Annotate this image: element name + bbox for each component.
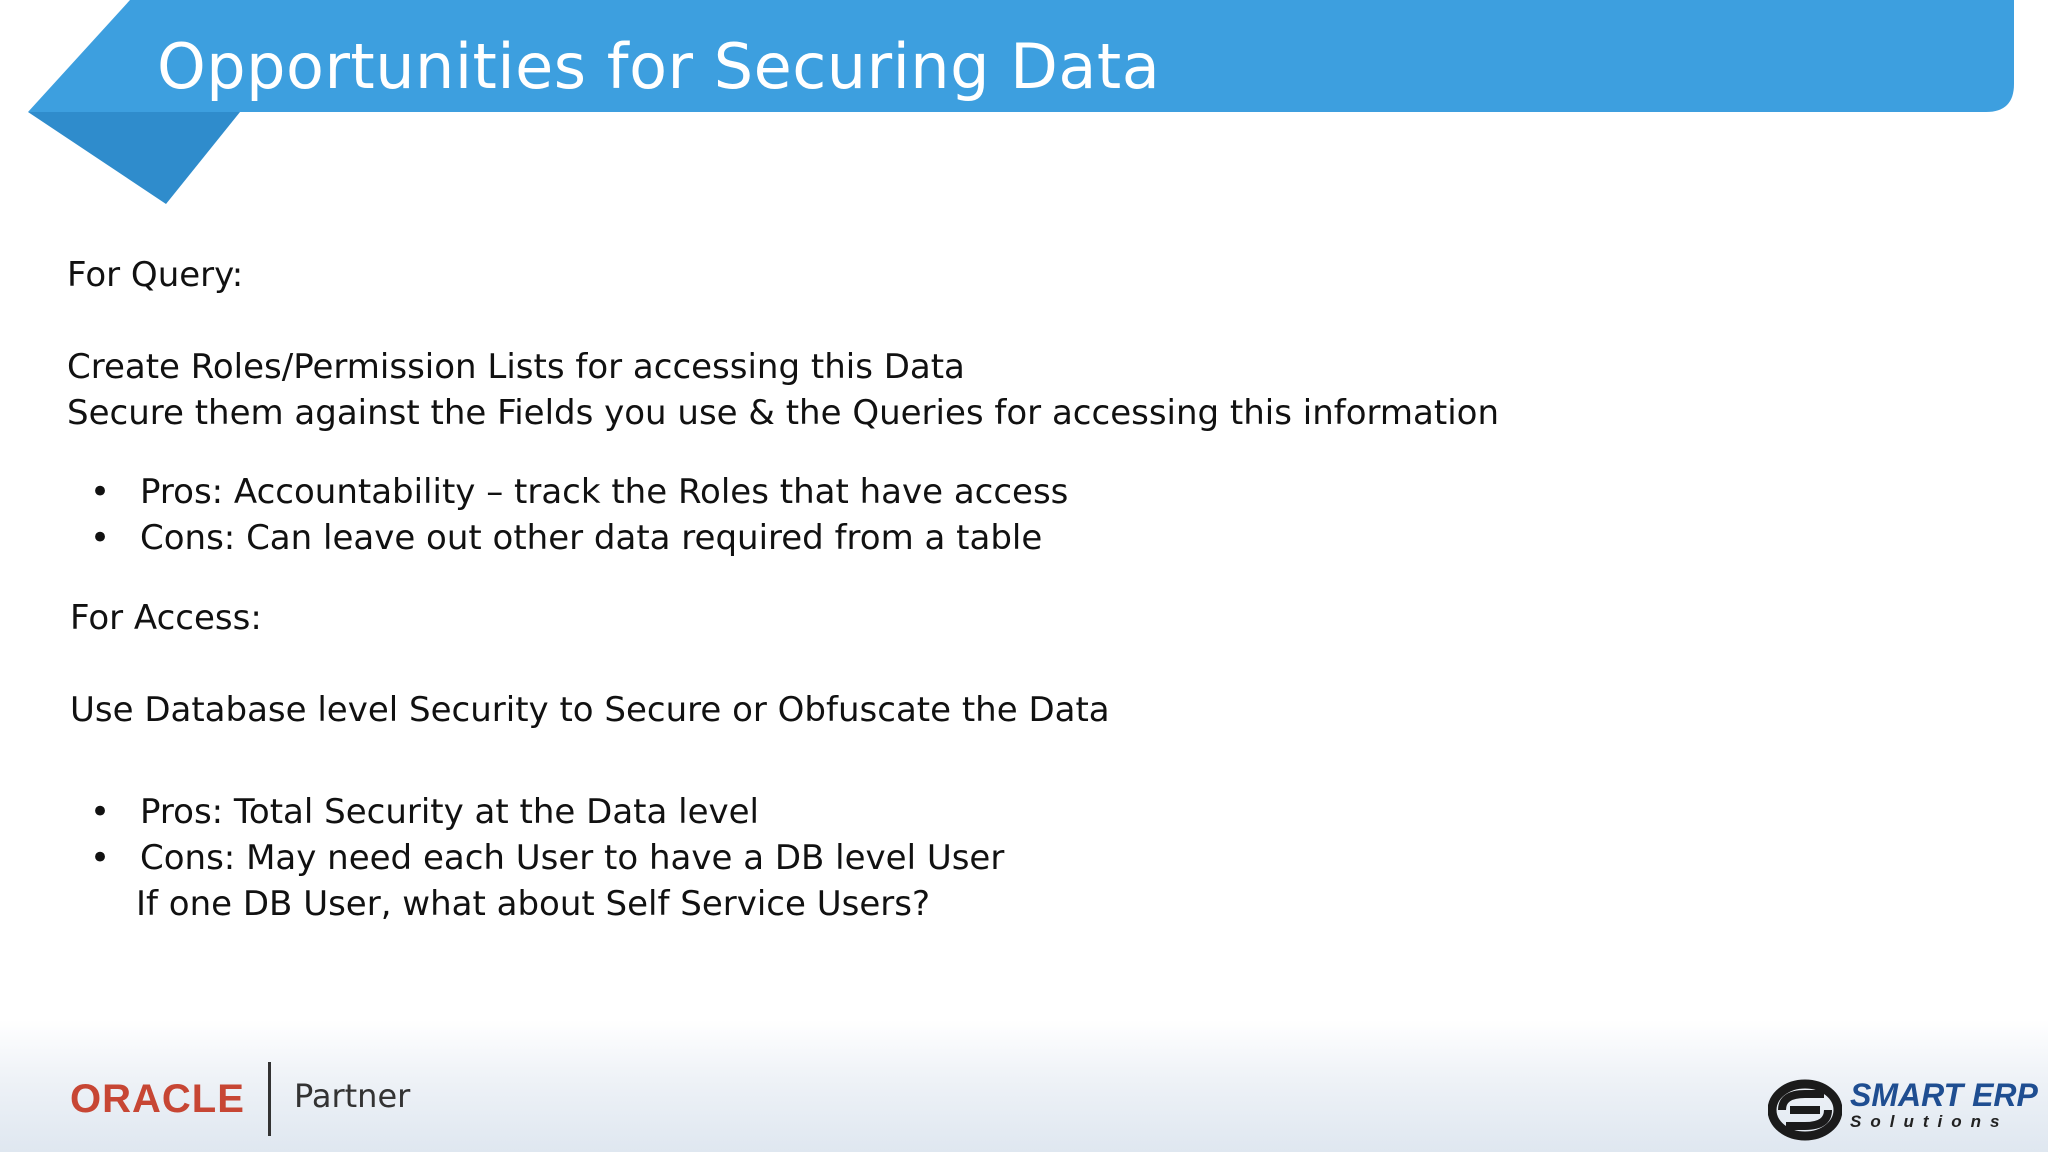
query-heading: For Query: [67,255,244,295]
bullet-marker: • [90,792,111,832]
footer-divider [268,1062,271,1136]
access-bullet-pros: Pros: Total Security at the Data level [140,792,759,832]
query-bullet-pros: Pros: Accountability – track the Roles that have access [140,472,1069,512]
access-bullet-cons: Cons: May need each User to have a DB level User [140,838,1005,878]
smart-erp-logo: SMART ERP [1850,1077,2038,1113]
access-line-1: Use Database level Security to Secure or Obfuscate the Data [70,690,1110,730]
partner-label: Partner [294,1077,411,1115]
banner-fold [28,112,240,204]
access-heading: For Access: [70,598,262,638]
bullet-marker: • [90,472,111,512]
smart-erp-logo-icon [1768,1078,1842,1142]
bullet-marker: • [90,518,111,558]
query-bullet-cons: Cons: Can leave out other data required from a table [140,518,1043,558]
access-bullet-continuation: If one DB User, what about Self Service Users? [136,884,930,924]
query-line-2: Secure them against the Fields you use & the Queries for accessing this information [67,393,1500,433]
bullet-marker: • [90,838,111,878]
query-line-1: Create Roles/Permission Lists for accessing this Data [67,347,965,387]
oracle-logo: ORACLE [70,1077,245,1121]
page-title: Opportunities for Securing Data [157,30,1161,103]
smart-erp-logo-sub: Solutions [1850,1112,2009,1131]
